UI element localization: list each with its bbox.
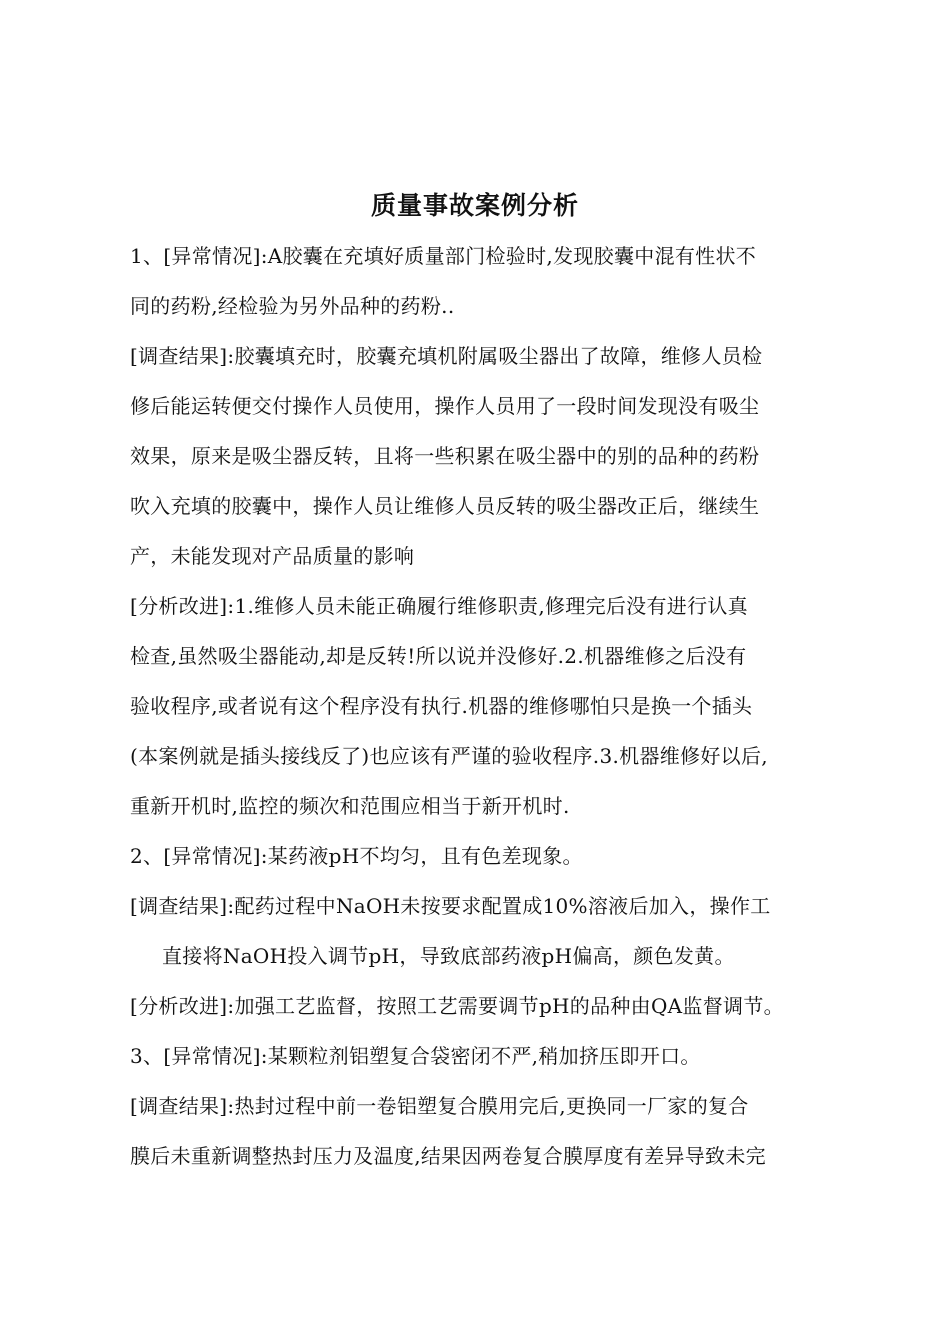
text-line: [调查结果]:胶囊填充时，胶囊充填机附属吸尘器出了故障，维修人员检	[130, 344, 763, 368]
text-line: [调查结果]:配药过程中NaOH未按要求配置成10%溶液后加入，操作工	[130, 894, 771, 918]
text-line: 检查,虽然吸尘器能动,却是反转!所以说并没修好.2.机器维修之后没有	[130, 644, 747, 668]
text-line: 效果，原来是吸尘器反转，且将一些积累在吸尘器中的别的品种的药粉	[130, 444, 760, 468]
text-line: [调查结果]:热封过程中前一卷铝塑复合膜用完后,更换同一厂家的复合	[130, 1094, 749, 1118]
text-line: [分析改进]:1.维修人员未能正确履行维修职责,修理完后没有进行认真	[130, 594, 748, 618]
text-line: 重新开机时,监控的频次和范围应相当于新开机时.	[130, 794, 570, 818]
text-line: 产，未能发现对产品质量的影响	[130, 544, 415, 568]
text-line: 吹入充填的胶囊中，操作人员让维修人员反转的吸尘器改正后，继续生	[130, 494, 760, 518]
text-line: 膜后未重新调整热封压力及温度,结果因两卷复合膜厚度有差异导致未完	[130, 1144, 766, 1168]
text-line: (本案例就是插头接线反了)也应该有严谨的验收程序.3.机器维修好以后,	[130, 744, 768, 768]
text-line: 修后能运转便交付操作人员使用，操作人员用了一段时间发现没有吸尘	[130, 394, 760, 418]
text-line: 验收程序,或者说有这个程序没有执行.机器的维修哪怕只是换一个插头	[130, 694, 753, 718]
text-line: [分析改进]:加强工艺监督，按照工艺需要调节pH的品种由QA监督调节。	[130, 994, 784, 1018]
text-line: 3、[异常情况]:某颗粒剂铝塑复合袋密闭不严,稍加挤压即开口。	[130, 1044, 701, 1068]
text-line: 2、[异常情况]:某药液pH不均匀，且有色差现象。	[130, 844, 583, 868]
text-line: 直接将NaOH投入调节pH，导致底部药液pH偏高，颜色发黄。	[162, 944, 735, 968]
document-title: 质量事故案例分析	[370, 191, 579, 220]
text-line: 1、[异常情况]:A胶囊在充填好质量部门检验时,发现胶囊中混有性状不	[130, 244, 757, 268]
text-line: 同的药粉,经检验为另外品种的药粉..	[130, 294, 455, 318]
